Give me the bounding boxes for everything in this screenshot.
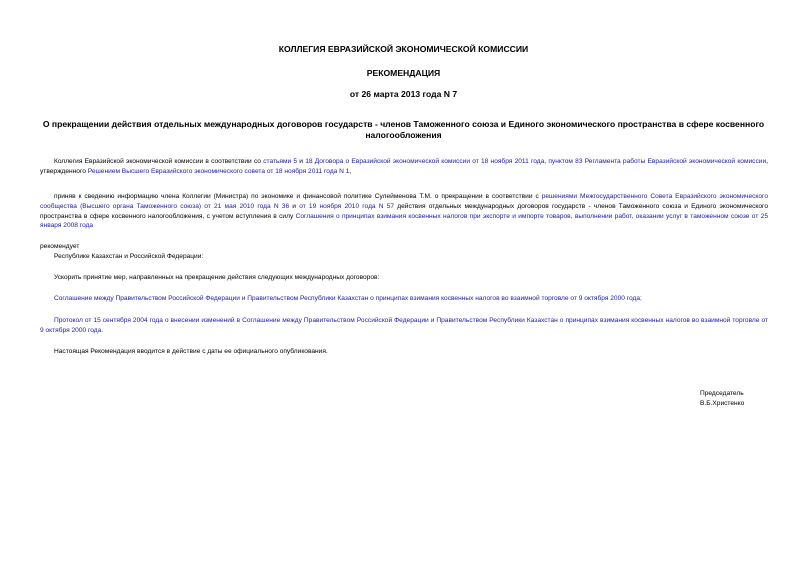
recommends-word: рекомендует [40,243,80,250]
preamble-text-2: и [297,158,306,165]
document-type-heading: РЕКОМЕНДАЦИЯ [366,68,441,78]
measures-paragraph: Ускорить принятие мер, направленных на прекращение действия следующих международных договоров: [54,274,380,281]
link-article-5[interactable]: статьями 5 [263,158,298,165]
document-title: О прекращении действия отдельных международных договоров государств - членов Таможенного союза и Единого экономического пространства в сфере косвенного налогообложения [42,119,765,140]
preamble-text-5: , [349,167,352,175]
link-decision-n1[interactable]: Решением Высшего Евразийского экономического совета от 18 ноября 2011 года N 1 [87,167,350,175]
preamble-paragraph [40,157,768,177]
preamble-text-4: , утвержденного [40,158,768,175]
signatory-role: Председатель [700,390,744,397]
preamble-text-1: Коллегия Евразийской экономической комиссии в соответствии со [54,158,264,165]
considering-text-3: действия отдельных международных договоров государств - членов Таможенного союза и Единого экономического пространства в сфере косвенного налогообложения, с учетом вступления в силу [40,202,768,220]
addressees-line: Республике Казахстан и Российской Федерации: [54,253,204,260]
considering-text-1: приняв к сведению информацию члена Коллегии (Министра) по экономике и финансовой политике Сулейменова Т.М. о прекращении в соответствии с [54,193,542,200]
link-agreement-2008[interactable]: Соглашения о принципах взимания косвенных налогов при экспорте и импорте товаров, выполнении работ, оказании услуг в таможенном союзе от 25 января 2008 года [40,212,768,230]
preamble-text-3: , [544,158,549,165]
link-agreement-2000[interactable]: Соглашение между Правительством Российской Федерации и Правительством Республики Казахстан о принципах взимания косвенных налогов во взаимной торговле от 9 октября 2000 года; [54,295,642,302]
link-regulation-p83[interactable]: пунктом 83 Регламента работы Евразийской экономической комиссии [548,158,767,165]
date-number-heading: от 26 марта 2013 года N 7 [349,89,458,99]
issuer-heading: КОЛЛЕГИЯ ЕВРАЗИЙСКОЙ ЭКОНОМИЧЕСКОЙ КОМИССИИ [278,44,529,54]
link-treaty-eec[interactable]: 18 Договора о Евразийской экономической комиссии от 18 ноября 2011 года [305,158,545,165]
link-protocol-2004[interactable]: Протокол от 15 сентября 2004 года о внесении изменений в Соглашение между Правительством Российской Федерации и Правительством Республики Казахстан о принципах взимания косвенных налогов во взаимной торговле от 9 октября 2000 года. [40,317,768,334]
entry-into-force-paragraph: Настоящая Рекомендация вводится в действие с даты ее официального опубликования. [54,348,328,355]
considering-text-2: и [289,202,300,210]
link-decision-n36[interactable]: решениями Межгосударственного Совета Евразийского экономического сообщества (Высшего органа Таможенного союза) от 21 мая 2010 года N 36 [40,193,768,210]
signatory-name: В.Б.Христенко [700,400,745,407]
link-decision-n57[interactable]: от 19 ноября 2010 года N 57 [299,202,395,210]
considering-paragraph [40,192,768,231]
